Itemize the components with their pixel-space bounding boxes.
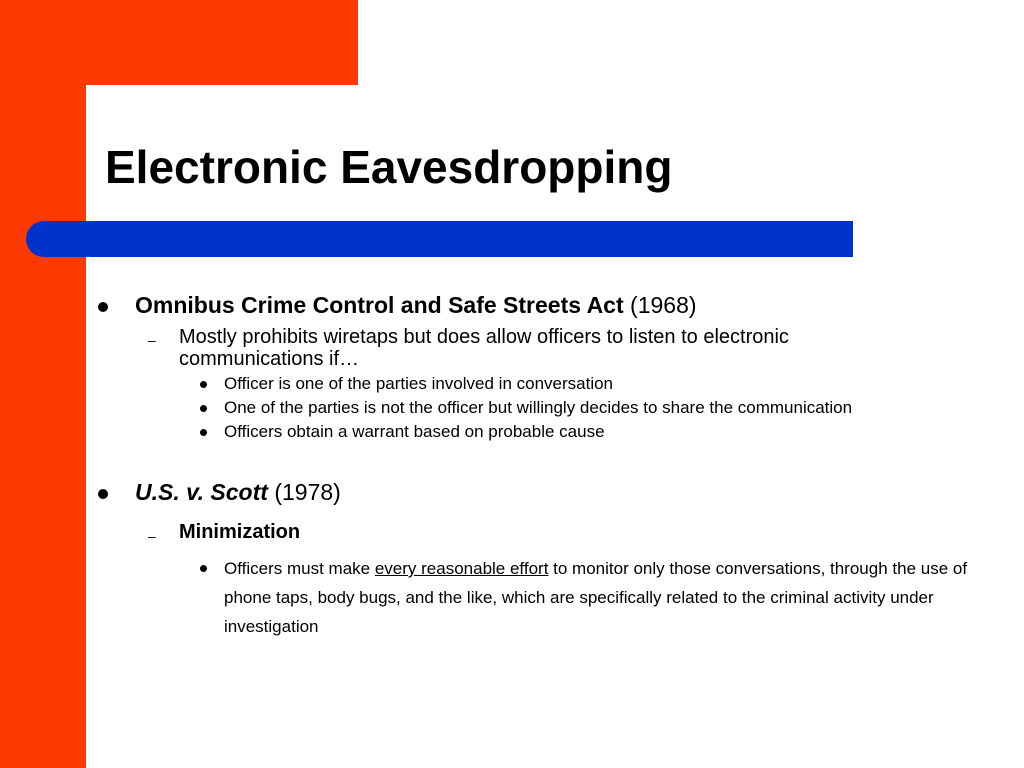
- section2-point-before: Officers must make: [224, 559, 375, 578]
- section2-sub-item: Minimization: [179, 521, 301, 543]
- title-area-corner: [86, 85, 146, 145]
- section1-point: Officers obtain a warrant based on probable cause: [224, 422, 605, 441]
- bullet-icon: [200, 565, 207, 572]
- slide-title: Electronic Eavesdropping: [105, 141, 673, 193]
- blue-divider-bar: [26, 221, 853, 257]
- dash-icon: –: [148, 332, 156, 348]
- section2-point: [224, 554, 974, 641]
- section2-heading-year: (1978): [267, 479, 341, 505]
- bullet-icon: [98, 302, 108, 312]
- dash-icon: –: [148, 528, 156, 544]
- section2-case-name: U.S. v. Scott: [135, 479, 268, 505]
- bullet-icon: [98, 489, 108, 499]
- section2-heading: [135, 478, 341, 506]
- section1-point: One of the parties is not the officer but willingly decides to share the communication: [224, 398, 853, 417]
- bullet-icon: [200, 405, 207, 412]
- bullet-icon: [200, 429, 207, 436]
- section1-heading: [135, 291, 697, 319]
- orange-top-block: [86, 0, 358, 85]
- bullet-icon: [200, 381, 207, 388]
- section1-point: Officer is one of the parties involved in conversation: [224, 374, 614, 393]
- section2-point-emphasis: every reasonable effort: [374, 559, 549, 578]
- section1-heading-year: (1968): [623, 292, 697, 318]
- section1-heading-act: Omnibus Crime Control and Safe Streets Act: [135, 292, 624, 318]
- section1-sub-item: Mostly prohibits wiretaps but does allow officers to listen to electronic communications if…: [179, 326, 789, 370]
- orange-side-band: [0, 0, 86, 768]
- section2-point-after: to monitor only those conversations, through the use of phone taps, body bugs, and the like, which are specifically related to the criminal activity under investigation: [224, 559, 968, 636]
